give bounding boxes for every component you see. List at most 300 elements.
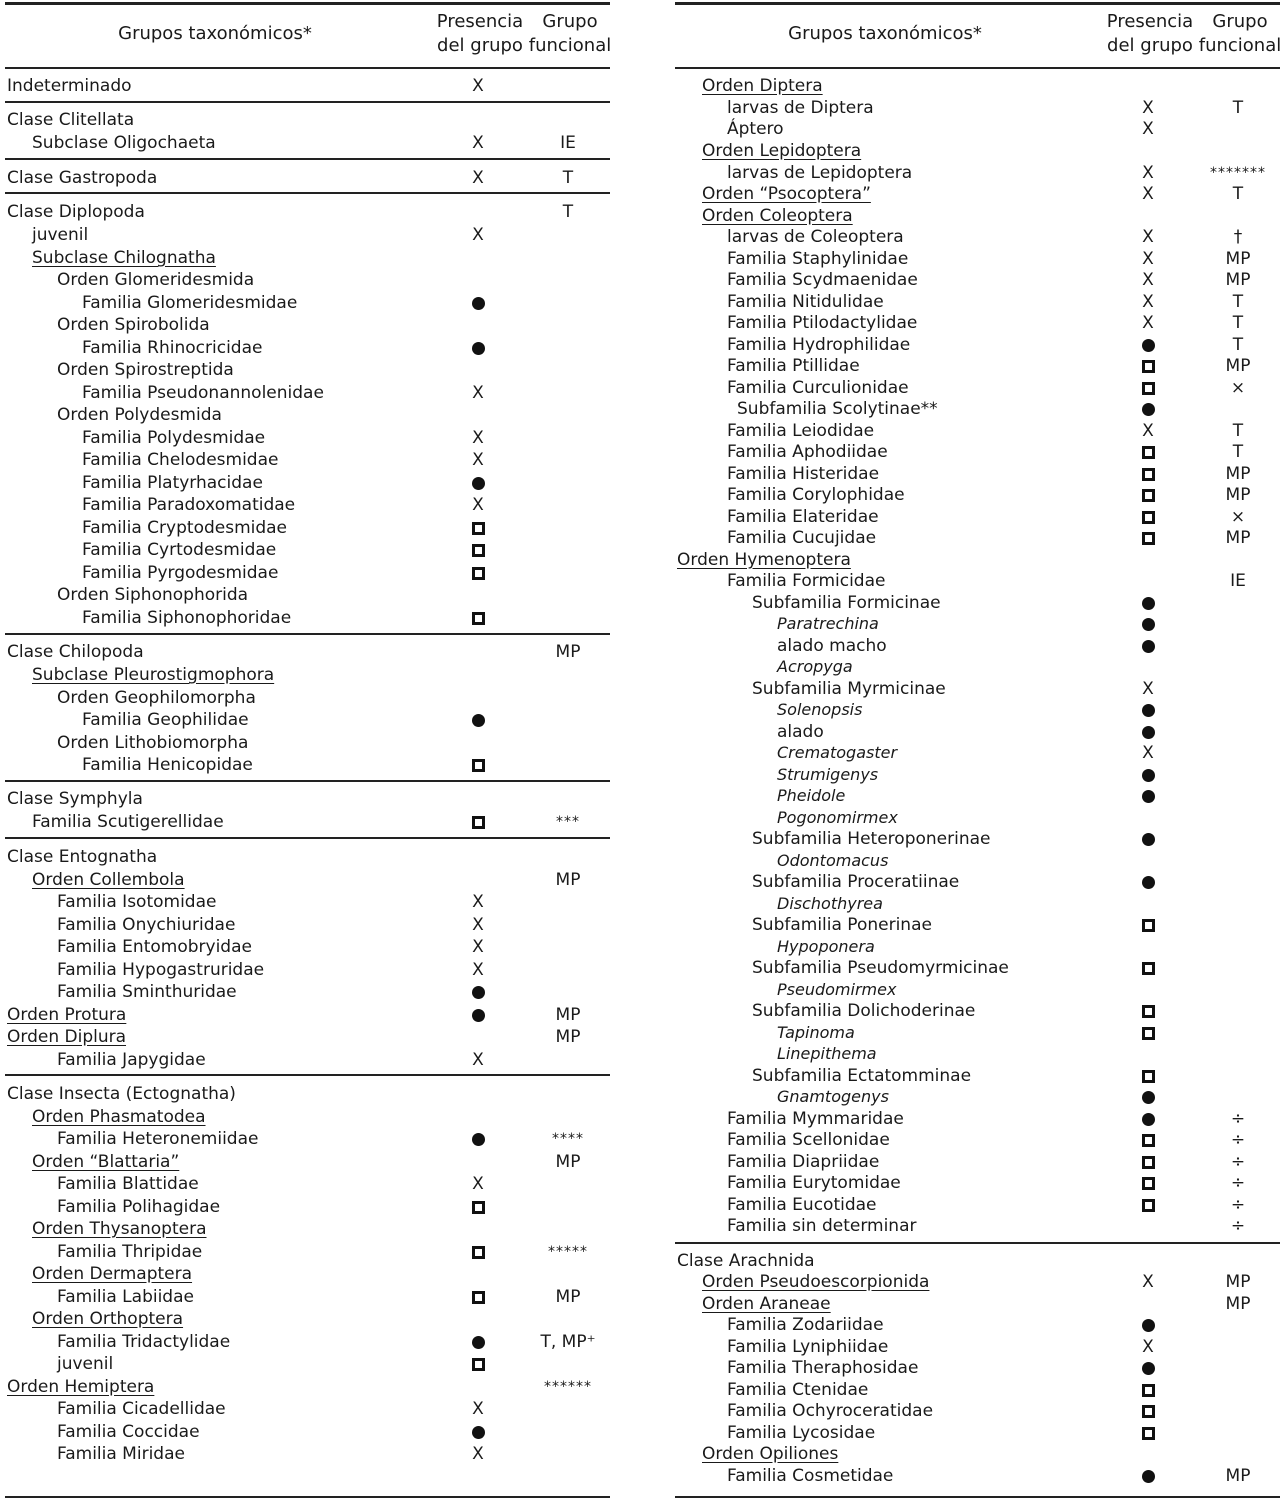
presence-cell <box>458 472 498 494</box>
taxon-name: Familia Scellonidae <box>727 1130 890 1150</box>
taxon-name: Strumigenys <box>777 765 879 784</box>
table-row <box>675 721 1280 743</box>
taxon-name: Orden Hymenoptera <box>677 550 851 570</box>
taxon-name: Subfamilia Myrmicinae <box>752 679 946 699</box>
functional-group: **** <box>552 1131 584 1147</box>
table-row <box>5 224 610 246</box>
hollow-square-icon <box>472 759 485 772</box>
presence-cell <box>1128 398 1168 420</box>
taxon-name: Subfamilia Ectatomminae <box>752 1066 972 1086</box>
table-row <box>675 1271 1280 1293</box>
table-row <box>5 1398 610 1420</box>
presence-x-mark: X <box>472 168 484 188</box>
presence-cell <box>1128 463 1168 485</box>
table-row <box>675 1400 1280 1422</box>
functional-group: ÷ <box>1230 1195 1246 1215</box>
filled-circle-icon <box>1142 833 1155 846</box>
taxon-name: Indeterminado <box>7 76 132 96</box>
presence-x-mark: X <box>472 892 484 912</box>
table-row <box>675 850 1280 872</box>
presence-cell <box>1128 1379 1168 1401</box>
functional-group: MP <box>1225 1294 1251 1314</box>
filled-circle-icon <box>1142 1319 1155 1332</box>
taxon-name: Familia Scutigerellidae <box>32 812 224 832</box>
taxon-name: Familia Mymmaridae <box>727 1109 904 1129</box>
filled-circle-icon <box>472 714 485 727</box>
table-row <box>5 687 610 709</box>
presence-cell <box>458 539 498 561</box>
table-row <box>5 981 610 1003</box>
taxon-name: Familia Japygidae <box>57 1050 206 1070</box>
functional-group: ÷ <box>1230 1109 1246 1129</box>
table-row <box>675 334 1280 356</box>
taxon-name: Familia Glomeridesmidae <box>82 293 298 313</box>
presence-cell <box>458 517 498 539</box>
taxon-name: Familia Siphonophoridae <box>82 608 292 628</box>
presence-cell <box>458 981 498 1003</box>
taxon-name: Familia Sminthuridae <box>57 982 237 1002</box>
table-row <box>675 97 1280 119</box>
section-rule <box>5 101 610 103</box>
taxon-name: Familia Theraphosidae <box>727 1358 919 1378</box>
presence-cell <box>458 811 498 833</box>
table-row <box>5 1004 610 1026</box>
table-row <box>5 1443 610 1465</box>
taxon-name: larvas de Coleoptera <box>727 227 904 247</box>
taxon-name: Familia Ochyroceratidae <box>727 1401 934 1421</box>
table-row <box>675 893 1280 915</box>
table-row <box>675 75 1280 97</box>
table-row <box>675 957 1280 979</box>
presence-cell <box>458 562 498 584</box>
table-row <box>675 656 1280 678</box>
presence-cell <box>1128 1465 1168 1487</box>
table-top-rule <box>675 2 1280 5</box>
taxon-name: Familia Heteronemiidae <box>57 1129 259 1149</box>
table-row <box>5 607 610 629</box>
hollow-square-icon <box>1142 468 1155 481</box>
taxon-name: Orden Polydesmida <box>57 405 222 425</box>
table-row <box>675 570 1280 592</box>
filled-circle-icon <box>472 1426 485 1439</box>
functional-group: IE <box>560 133 576 153</box>
taxon-name: Familia Onychiuridae <box>57 915 236 935</box>
presence-x-mark: X <box>1142 184 1154 204</box>
taxon-name: Áptero <box>727 119 784 139</box>
presence-x-mark: X <box>1142 270 1154 290</box>
table-row <box>675 1465 1280 1487</box>
functional-group: MP <box>1225 270 1251 290</box>
presence-cell <box>1128 721 1168 743</box>
presence-cell <box>458 1331 498 1353</box>
hollow-square-icon <box>1142 1070 1155 1083</box>
table-bottom-rule <box>5 1496 610 1498</box>
presence-cell <box>1128 441 1168 463</box>
table-row <box>5 1083 610 1105</box>
hollow-square-icon <box>472 567 485 580</box>
taxon-name: Clase Entognatha <box>7 847 158 867</box>
taxon-name: Orden Diplura <box>7 1027 127 1047</box>
table-row <box>675 1293 1280 1315</box>
taxon-name: Clase Arachnida <box>677 1251 815 1271</box>
hollow-square-icon <box>1142 382 1155 395</box>
table-row <box>675 506 1280 528</box>
taxon-name: Orden Dermaptera <box>32 1264 193 1284</box>
functional-group: MP <box>555 1152 581 1172</box>
section-rule <box>5 1074 610 1076</box>
functional-group: MP <box>1225 249 1251 269</box>
functional-group: T <box>562 202 574 222</box>
header-functional: Grupo funcional <box>1198 11 1282 56</box>
table-row <box>675 635 1280 657</box>
table-row <box>5 337 610 359</box>
table-row <box>675 914 1280 936</box>
filled-circle-icon <box>1142 618 1155 631</box>
table-row <box>5 1196 610 1218</box>
filled-circle-icon <box>1142 726 1155 739</box>
taxon-name: Clase Insecta (Ectognatha) <box>7 1084 236 1104</box>
filled-circle-icon <box>1142 769 1155 782</box>
table-row <box>5 754 610 776</box>
section-rule <box>5 780 610 782</box>
table-row <box>5 1421 610 1443</box>
header-rule <box>5 67 610 69</box>
taxon-name: Familia Zodariidae <box>727 1315 884 1335</box>
table-row <box>675 828 1280 850</box>
table-row <box>5 75 610 97</box>
header-groups: Grupos taxonómicos* <box>788 23 982 44</box>
table-left-column <box>5 0 610 1500</box>
presence-cell <box>1128 592 1168 614</box>
presence-cell <box>458 607 498 629</box>
taxon-name: Familia Lyniphiidae <box>727 1337 889 1357</box>
table-row <box>675 1043 1280 1065</box>
presence-x-mark: X <box>472 383 484 403</box>
hollow-square-icon <box>472 816 485 829</box>
table-row <box>5 1026 610 1048</box>
table-row <box>5 811 610 833</box>
table-row <box>675 1000 1280 1022</box>
table-row <box>5 167 610 189</box>
taxon-name: Familia Ptilodactylidae <box>727 313 918 333</box>
taxon-name: Familia Blattidae <box>57 1174 199 1194</box>
presence-cell <box>1128 1422 1168 1444</box>
taxon-name: Familia Hypogastruridae <box>57 960 265 980</box>
presence-cell <box>1128 527 1168 549</box>
hollow-square-icon <box>472 1358 485 1371</box>
header-groups: Grupos taxonómicos* <box>118 23 312 44</box>
taxon-name: Orden Geophilomorpha <box>57 688 256 708</box>
filled-circle-icon <box>1142 339 1155 352</box>
table-row <box>5 1049 610 1071</box>
taxon-name: Orden “Blattaria” <box>32 1152 180 1172</box>
presence-x-mark: X <box>472 76 484 96</box>
taxon-name: Pseudomirmex <box>777 980 897 999</box>
presence-cell <box>1128 828 1168 850</box>
taxon-name: Familia Pyrgodesmidae <box>82 563 279 583</box>
taxon-name: Orden Diptera <box>702 76 823 96</box>
presence-cell <box>458 1004 498 1026</box>
presence-x-mark: X <box>472 1444 484 1464</box>
taxon-name: Familia Elateridae <box>727 507 879 527</box>
taxon-name: Familia Scydmaenidae <box>727 270 918 290</box>
table-row <box>5 914 610 936</box>
taxon-name: Clase Gastropoda <box>7 168 158 188</box>
presence-x-mark: X <box>472 960 484 980</box>
taxon-name: Familia Tridactylidae <box>57 1332 231 1352</box>
filled-circle-icon <box>1142 1470 1155 1483</box>
functional-group: MP <box>555 642 581 662</box>
taxon-name: Subclase Pleurostigmophora <box>32 665 275 685</box>
functional-group: ******* <box>1210 165 1266 181</box>
section-rule <box>5 633 610 635</box>
presence-cell <box>1128 1314 1168 1336</box>
taxon-name: Familia Aphodiidae <box>727 442 888 462</box>
filled-circle-icon <box>1142 704 1155 717</box>
taxon-name: Orden Glomeridesmida <box>57 270 255 290</box>
presence-cell <box>1128 871 1168 893</box>
table-row <box>675 527 1280 549</box>
presence-x-mark: X <box>1142 1337 1154 1357</box>
presence-cell <box>458 1241 498 1263</box>
table-row <box>5 517 610 539</box>
functional-group: MP <box>1225 356 1251 376</box>
table-row <box>675 441 1280 463</box>
presence-x-mark: X <box>472 225 484 245</box>
table-row <box>675 807 1280 829</box>
presence-x-mark: X <box>472 1174 484 1194</box>
functional-group: *** <box>556 814 580 830</box>
presence-x-mark: X <box>1142 313 1154 333</box>
filled-circle-icon <box>1142 403 1155 416</box>
table-row <box>675 162 1280 184</box>
table-row <box>675 1422 1280 1444</box>
taxon-name: Familia Paradoxomatidae <box>82 495 296 515</box>
taxon-name: Odontomacus <box>777 851 889 870</box>
presence-cell <box>1128 506 1168 528</box>
functional-group: † <box>1233 227 1243 247</box>
table-row <box>675 269 1280 291</box>
taxon-name: Familia Cicadellidae <box>57 1399 226 1419</box>
presence-cell <box>1128 355 1168 377</box>
hollow-square-icon <box>1142 511 1155 524</box>
hollow-square-icon <box>1142 1199 1155 1212</box>
functional-group: T <box>1232 313 1244 333</box>
taxon-name: Solenopsis <box>777 700 863 719</box>
functional-group: MP <box>555 870 581 890</box>
table-row <box>675 1215 1280 1237</box>
table-row <box>675 764 1280 786</box>
taxon-name: Dischothyrea <box>777 894 883 913</box>
table-row <box>5 1263 610 1285</box>
taxon-name: Orden Orthoptera <box>32 1309 184 1329</box>
table-row <box>5 494 610 516</box>
presence-cell <box>458 754 498 776</box>
presence-cell <box>1128 1000 1168 1022</box>
presence-cell <box>458 337 498 359</box>
functional-group: T <box>1232 421 1244 441</box>
taxon-name: Familia Lycosidae <box>727 1423 876 1443</box>
taxon-name: alado <box>777 722 824 742</box>
table-row <box>5 539 610 561</box>
functional-group: MP <box>1225 1466 1251 1486</box>
table-row <box>5 1218 610 1240</box>
taxon-name: Orden Thysanoptera <box>32 1219 207 1239</box>
table-row <box>5 562 610 584</box>
taxon-name: Linepithema <box>777 1044 877 1063</box>
table-row <box>675 226 1280 248</box>
functional-group: ÷ <box>1230 1173 1246 1193</box>
taxon-name: juvenil <box>32 225 89 245</box>
table-row <box>5 132 610 154</box>
taxon-name: Acropyga <box>777 657 853 676</box>
table-row <box>5 959 610 981</box>
table-row <box>675 1443 1280 1465</box>
filled-circle-icon <box>1142 640 1155 653</box>
taxon-name: Orden Spirobolida <box>57 315 210 335</box>
table-row <box>675 1336 1280 1358</box>
presence-cell <box>1128 957 1168 979</box>
presence-cell <box>458 709 498 731</box>
functional-group: T <box>1232 98 1244 118</box>
filled-circle-icon <box>472 342 485 355</box>
section-rule <box>5 158 610 160</box>
functional-group: MP <box>1225 1272 1251 1292</box>
functional-group: T <box>1232 292 1244 312</box>
taxon-name: Orden Araneae <box>702 1294 831 1314</box>
hollow-square-icon <box>1142 532 1155 545</box>
table-row <box>5 869 610 891</box>
table-row <box>675 1314 1280 1336</box>
table-row <box>5 936 610 958</box>
hollow-square-icon <box>1142 360 1155 373</box>
taxon-name: Familia Formicidae <box>727 571 886 591</box>
table-row <box>675 248 1280 270</box>
presence-x-mark: X <box>1142 249 1154 269</box>
hollow-square-icon <box>1142 489 1155 502</box>
table-row <box>5 1353 610 1375</box>
taxon-name: Familia Ctenidae <box>727 1380 869 1400</box>
functional-group: MP <box>1225 485 1251 505</box>
presence-x-mark: X <box>472 450 484 470</box>
presence-cell <box>1128 764 1168 786</box>
presence-cell <box>1128 377 1168 399</box>
taxon-name: Clase Symphyla <box>7 789 143 809</box>
table-row <box>675 1194 1280 1216</box>
functional-group: MP <box>1225 464 1251 484</box>
table-row <box>675 140 1280 162</box>
table-row <box>675 1086 1280 1108</box>
taxon-name: Paratrechina <box>777 614 879 633</box>
functional-group: ***** <box>548 1244 588 1260</box>
functional-group: MP <box>555 1005 581 1025</box>
table-row <box>5 1173 610 1195</box>
presence-cell <box>1128 785 1168 807</box>
taxon-name: Clase Clitellata <box>7 110 135 130</box>
table-row <box>675 312 1280 334</box>
table-row <box>5 1331 610 1353</box>
taxon-name: Orden Spirostreptida <box>57 360 234 380</box>
taxon-name: Orden Coleoptera <box>702 206 853 226</box>
presence-cell <box>1128 1151 1168 1173</box>
table-row <box>675 678 1280 700</box>
taxon-name: Familia Cyrtodesmidae <box>82 540 277 560</box>
hollow-square-icon <box>1142 1134 1155 1147</box>
table-row <box>5 1376 610 1398</box>
presence-x-mark: X <box>1142 292 1154 312</box>
taxon-name: Subfamilia Scolytinae** <box>737 399 938 419</box>
functional-group: T <box>1232 335 1244 355</box>
taxon-name: Orden “Psocoptera” <box>702 184 871 204</box>
taxon-name: Familia Corylophidae <box>727 485 905 505</box>
filled-circle-icon <box>472 1133 485 1146</box>
table-row <box>5 584 610 606</box>
table-row <box>675 355 1280 377</box>
taxon-name: Familia Ptillidae <box>727 356 860 376</box>
taxon-name: Pogonomirmex <box>777 808 898 827</box>
table-row <box>675 1172 1280 1194</box>
presence-cell <box>458 1421 498 1443</box>
taxon-name: Familia Cosmetidae <box>727 1466 894 1486</box>
filled-circle-icon <box>472 297 485 310</box>
taxon-name: Subclase Chilognatha <box>32 248 216 268</box>
taxon-name: Familia Eucotidae <box>727 1195 877 1215</box>
table-row <box>675 742 1280 764</box>
presence-cell <box>1128 613 1168 635</box>
section-rule <box>5 192 610 194</box>
filled-circle-icon <box>472 1009 485 1022</box>
taxon-name: Familia Entomobryidae <box>57 937 252 957</box>
table-row <box>675 205 1280 227</box>
filled-circle-icon <box>1142 1113 1155 1126</box>
table-row <box>675 1379 1280 1401</box>
taxon-name: Pheidole <box>777 786 846 805</box>
taxon-name: Orden Collembola <box>32 870 185 890</box>
hollow-square-icon <box>1142 1027 1155 1040</box>
functional-group: IE <box>1230 571 1246 591</box>
table-bottom-rule <box>675 1496 1280 1498</box>
table-row <box>675 979 1280 1001</box>
hollow-square-icon <box>472 1201 485 1214</box>
hollow-square-icon <box>1142 1005 1155 1018</box>
table-row <box>5 1106 610 1128</box>
taxon-name: Familia Histeridae <box>727 464 880 484</box>
table-row <box>5 382 610 404</box>
hollow-square-icon <box>1142 919 1155 932</box>
table-row <box>5 449 610 471</box>
taxon-name: Clase Chilopoda <box>7 642 144 662</box>
taxon-name: Familia sin determinar <box>727 1216 917 1236</box>
table-row <box>675 420 1280 442</box>
taxon-name: Orden Lepidoptera <box>702 141 862 161</box>
table-row <box>675 1129 1280 1151</box>
taxon-name: Familia Platyrhacidae <box>82 473 263 493</box>
table-row <box>5 109 610 131</box>
taxon-name: larvas de Diptera <box>727 98 874 118</box>
presence-cell <box>1128 1172 1168 1194</box>
hollow-square-icon <box>1142 962 1155 975</box>
presence-x-mark: X <box>1142 227 1154 247</box>
taxon-name: Tapinoma <box>777 1023 855 1042</box>
functional-group: MP <box>1225 528 1251 548</box>
taxon-name: Familia Curculionidae <box>727 378 909 398</box>
taxon-name: Orden Phasmatodea <box>32 1107 206 1127</box>
table-row <box>5 359 610 381</box>
presence-cell <box>1128 1065 1168 1087</box>
taxon-name: Subclase Oligochaeta <box>32 133 216 153</box>
presence-x-mark: X <box>472 937 484 957</box>
header-rule <box>675 67 1280 69</box>
